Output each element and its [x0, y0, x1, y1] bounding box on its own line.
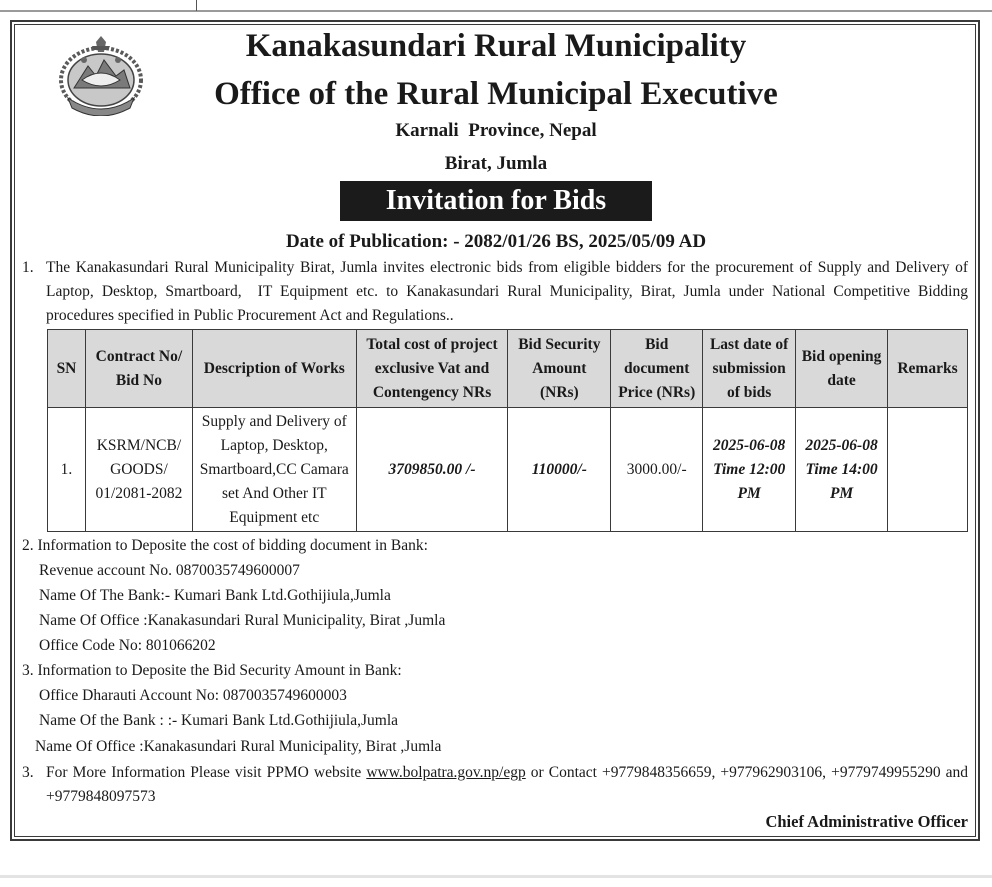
cell-opening-date: 2025-06-08 Time 14:00 PM	[796, 408, 888, 532]
paragraph-2-heading: 2. Information to Deposite the cost of bidding document in Bank:	[22, 537, 428, 554]
header-contract: Contract No/ Bid No	[85, 330, 192, 408]
publication-date: Date of Publication: - 2082/01/26 BS, 2025/05/09 AD	[285, 231, 707, 252]
province-line: Karnali Province, Nepal	[395, 120, 597, 141]
cell-sn: 1.	[48, 408, 86, 532]
location-line: Birat, Jumla	[444, 153, 548, 174]
office-code-line: Office Code No: 801066202	[39, 637, 216, 654]
notice-title-banner: Invitation for Bids	[340, 181, 652, 221]
security-bank-name-line: Name Of the Bank : :- Kumari Bank Ltd.Gothijiula,Jumla	[39, 712, 399, 729]
bids-table	[47, 329, 968, 532]
paragraph-1	[22, 256, 972, 328]
paragraph-1-number: 1.	[22, 259, 34, 276]
paragraph-1-text: The Kanakasundari Rural Municipality Birat, Jumla invites electronic bids from eligible bidders for the procurement of Supply and Delivery of Laptop, Desktop, Smartboard, IT Equipment etc. to Kanakasundari Rural Municipality, Birat, Jumla under National Competitive Bidding procedures specified in Public Procurement Act and Regulations..	[46, 259, 972, 324]
paragraph-4	[22, 761, 972, 809]
cell-contract: KSRM/NCB/ GOODS/ 01/2081-2082	[85, 408, 192, 532]
table-row	[48, 408, 968, 532]
table-header-row	[48, 330, 968, 408]
paragraph-4-number: 3.	[22, 764, 34, 781]
top-divider	[196, 0, 197, 11]
cell-bid-security: 110000/-	[508, 408, 611, 532]
header-description: Description of Works	[192, 330, 356, 408]
header-sn: SN	[48, 330, 86, 408]
municipality-title: Kanakasundari Rural Municipality	[245, 28, 747, 64]
cell-last-date: 2025-06-08 Time 12:00 PM	[703, 408, 796, 532]
revenue-account-line: Revenue account No. 0870035749600007	[39, 562, 300, 579]
paragraph-4-before: For More Information Please visit PPMO website	[46, 764, 367, 781]
paragraph-4-text	[46, 761, 972, 809]
top-rule	[0, 10, 992, 12]
cell-total-cost: 3709850.00 /-	[356, 408, 508, 532]
header-remarks: Remarks	[888, 330, 968, 408]
header-doc-price: Bid document Price (NRs)	[611, 330, 703, 408]
header-opening-date: Bid opening date	[796, 330, 888, 408]
cell-doc-price: 3000.00/-	[611, 408, 703, 532]
cell-description: Supply and Delivery of Laptop, Desktop, Smartboard,CC Camara set And Other IT Equipment etc	[192, 408, 356, 532]
security-office-name-line: Name Of Office :Kanakasundari Rural Municipality, Birat ,Jumla	[35, 738, 442, 755]
bottom-rule	[0, 875, 992, 878]
header-last-date: Last date of submission of bids	[703, 330, 796, 408]
office-name-line: Name Of Office :Kanakasundari Rural Municipality, Birat ,Jumla	[39, 612, 446, 629]
paragraph-4-after: or Contact +9779848356659, +977962903106, +9779749955290 and +9779848097573	[46, 764, 972, 805]
header-bid-security: Bid Security Amount (NRs)	[508, 330, 611, 408]
header-total-cost: Total cost of project exclusive Vat and Contengency NRs	[356, 330, 508, 408]
paragraph-3-heading: 3. Information to Deposite the Bid Security Amount in Bank:	[22, 662, 402, 679]
office-title: Office of the Rural Municipal Executive	[214, 76, 778, 112]
cell-remarks	[888, 408, 968, 532]
signoff: Chief Administrative Officer	[765, 812, 968, 831]
ppmo-link[interactable]: www.bolpatra.gov.np/egp	[366, 764, 526, 781]
dharauti-account-line: Office Dharauti Account No: 0870035749600003	[39, 687, 347, 704]
bank-name-line: Name Of The Bank:- Kumari Bank Ltd.Gothijiula,Jumla	[39, 587, 391, 604]
